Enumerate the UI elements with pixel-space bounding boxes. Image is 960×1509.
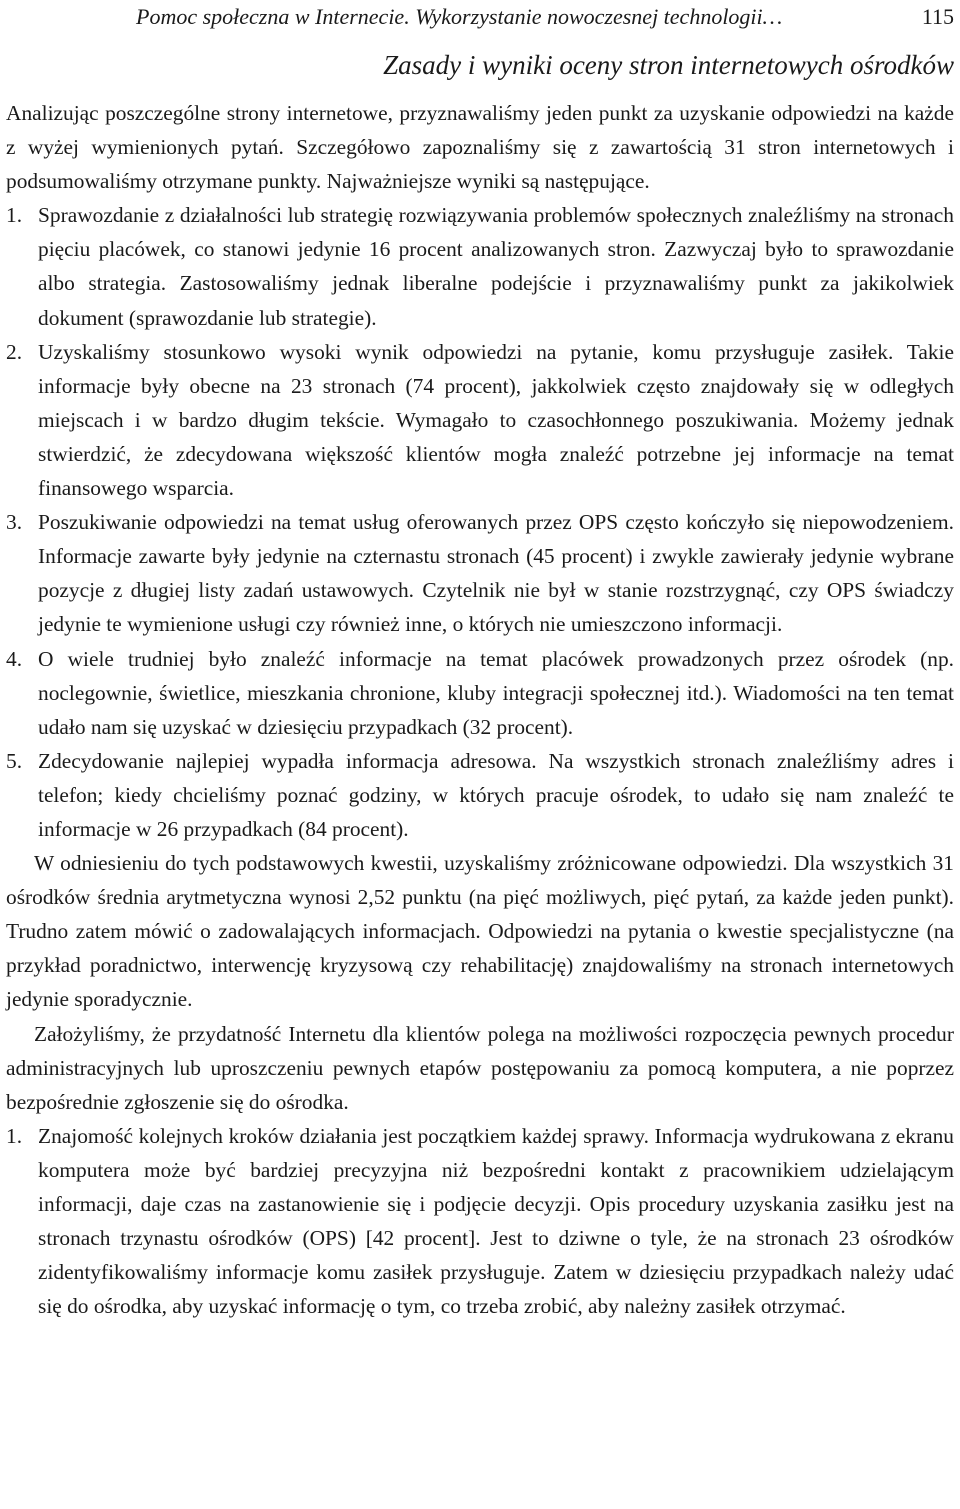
list-item [6,744,954,846]
list-item-text: Sprawozdanie z działalności lub strategię rozwiązywania problemów społecznych znaleźliśmy na stronach pięciu placówek, co stanowi jedynie 16 procent analizowanych stron. Zazwyczaj było to sprawozdanie albo strategia. Zastosowaliśmy jednak liberalne podejście i przyznawaliśmy punkt za jakikolwiek dokument (sprawozdanie lub strategie). [38,203,954,330]
assumption-paragraph: Założyliśmy, że przydatność Internetu dla klientów polega na możliwości rozpoczęcia pewnych procedur administracyjnych lub uproszczeniu pewnych etapów postępowaniu za pomocą komputera, a nie poprzez bezpośrednie zgłoszenie się do ośrodka. [6,1021,954,1114]
assumption-list [6,1119,954,1324]
list-item-text: O wiele trudniej było znaleźć informacje na temat placówek prowadzonych przez ośrodek (np. noclegownie, świetlice, mieszkania chronione, kluby integracji społecznej itd.). Wiadomości na ten temat udało nam się uzyskać w dziesięciu przypadkach (32 procent). [38,646,954,739]
list-item-number: 4. [6,646,23,671]
list-item [6,335,954,505]
running-title: Pomoc społeczna w Internecie. Wykorzystanie nowoczesnej technologii… [136,4,783,29]
list-item [6,198,954,334]
list-item-text: Znajomość kolejnych kroków działania jest początkiem każdej sprawy. Informacja wydrukowana z ekranu komputera może być bardziej precyzyjna niż bezpośredni kontakt z pracownikiem udzielającym informacji, daje czas na zastanowienie się i podjęcie decyzji. Opis procedury uzyskania zasiłku jest na stronach trzynastu ośrodków (OPS) [42 procent]. Jest to dziwne o tyle, że na stronach 23 ośrodków zidentyfikowaliśmy informacje komu zasiłek przysługuje. Zatem w dziesięciu przypadkach należy udać się do ośrodka, aby uzyskać informację o tym, co trzeba zrobić, aby należny zasiłek otrzymać. [38,1123,954,1319]
list-item-number: 1. [6,1123,23,1148]
section-title: Zasady i wyniki oceny stron internetowych ośrodków [383,50,954,80]
list-item-number: 5. [6,748,23,773]
list-item-number: 1. [6,203,23,228]
list-item-text: Poszukiwanie odpowiedzi na temat usług oferowanych przez OPS często kończyło się niepowodzeniem. Informacje zawarte były jedynie na czternastu stronach (45 procent) i zwykle zawierały jedynie wybrane pozycje z długiej listy zadań ustawowych. Czytelnik nie był w stanie rozstrzygnąć, czy OPS świadczy jedynie te wymienione usługi czy również inne, o których nie umieszczono informacji. [38,510,954,637]
list-item-text: Zdecydowanie najlepiej wypadła informacja adresowa. Na wszystkich stronach znaleźliśmy adres i telefon; kiedy chcieliśmy poznać godziny, w których pracuje ośrodek, to udało się nam znaleźć te informacje w 26 przypadkach (84 procent). [38,748,954,841]
summary-paragraph: W odniesieniu do tych podstawowych kwestii, uzyskaliśmy zróżnicowane odpowiedzi. Dla wszystkich 31 ośrodków średnia arytmetyczna wynosi 2,52 punktu (na pięć możliwych, pięć pytań, za każde jeden punkt). Trudno zatem mówić o zadowalających informacjach. Odpowiedzi na pytania o kwestie specjalistyczne (na przykład poradnictwo, interwencję kryzysową czy rehabilitację) znajdowaliśmy na stronach internetowych jedynie sporadycznie. [6,851,954,1012]
list-item [6,1119,954,1324]
results-list [6,198,954,846]
intro-paragraph: Analizując poszczególne strony internetowe, przyznawaliśmy jeden punkt za uzyskanie odpowiedzi na każde z wyżej wymienionych pytań. Szczegółowo zapoznaliśmy się z zawartością 31 stron internetowych i podsumowaliśmy otrzymane punkty. Najważniejsze wyniki są następujące. [6,101,954,194]
list-item [6,505,954,641]
list-item-number: 2. [6,339,23,364]
book-page [6,0,954,1323]
body-text [6,96,954,1323]
list-item-number: 3. [6,510,23,535]
list-item [6,642,954,744]
running-header [6,0,954,34]
page-number: 115 [921,4,954,29]
list-item-text: Uzyskaliśmy stosunkowo wysoki wynik odpowiedzi na pytanie, komu przysługuje zasiłek. Takie informacje były obecne na 23 stronach (74 procent), jakkolwiek często znajdowały się w odległych miejscach i w bardzo długim tekście. Wymagało to czasochłonnego poszukiwania. Możemy jednak stwierdzić, że zdecydowana większość klientów mogła znaleźć potrzebne jej informacje na temat finansowego wsparcia. [38,339,954,501]
